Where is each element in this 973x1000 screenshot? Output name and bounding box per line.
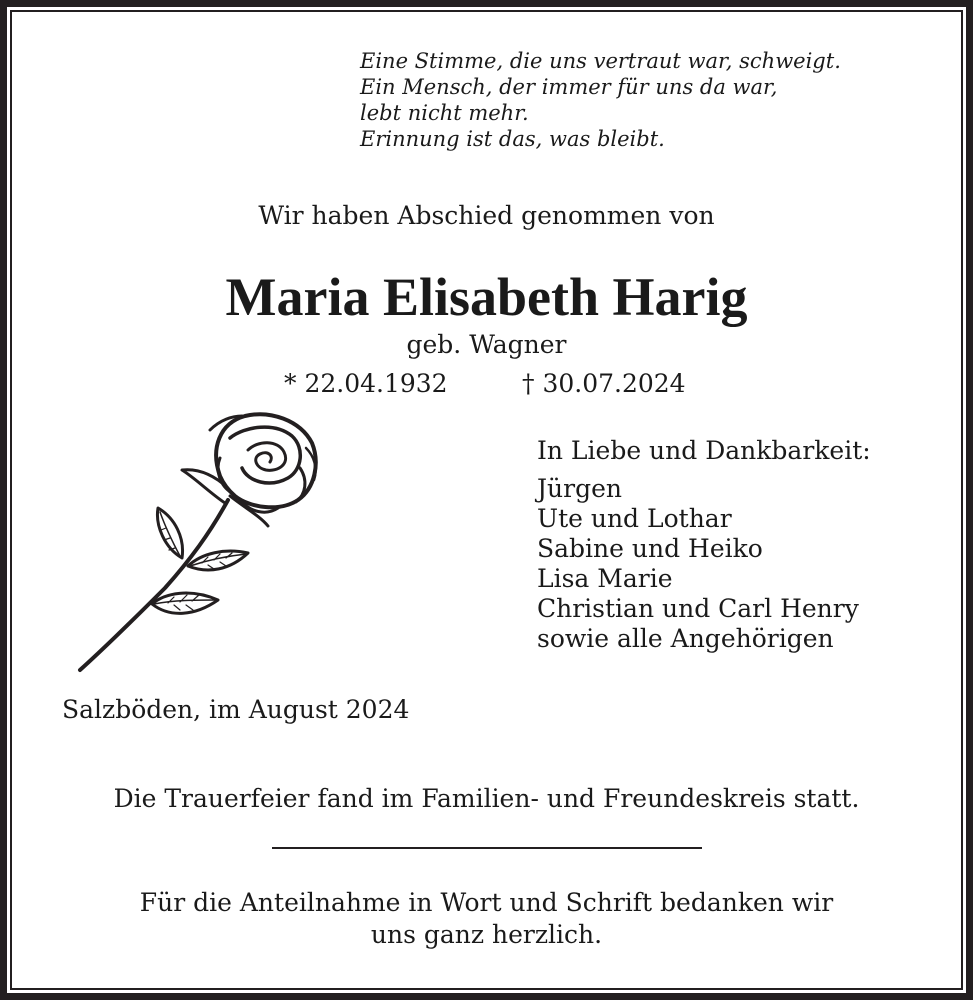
family-member: Christian und Carl Henry — [537, 594, 859, 623]
family-member: Lisa Marie — [537, 564, 673, 593]
thanks-note — [0, 887, 973, 951]
family-member: Sabine und Heiko — [537, 534, 763, 563]
family-member: sowie alle Angehörigen — [537, 624, 834, 653]
rose-icon — [70, 408, 330, 678]
poem — [360, 48, 841, 152]
poem-line: Ein Mensch, der immer für uns da war, — [360, 75, 778, 99]
birth-date: * 22.04.1932 — [284, 369, 448, 398]
family-list — [537, 436, 871, 654]
family-heading: In Liebe und Dankbarkeit: — [537, 436, 871, 465]
intro-text: Wir haben Abschied genommen von — [258, 201, 715, 230]
deceased-name: Maria Elisabeth Harig — [225, 267, 748, 327]
ceremony-note: Die Trauerfeier fand im Familien- und Freundeskreis statt. — [113, 784, 860, 813]
death-date: † 30.07.2024 — [522, 369, 686, 398]
maiden-name: geb. Wagner — [406, 330, 567, 359]
place-and-date: Salzböden, im August 2024 — [62, 695, 410, 724]
poem-line: lebt nicht mehr. — [360, 101, 529, 125]
family-member: Jürgen — [537, 474, 622, 503]
poem-line: Eine Stimme, die uns vertraut war, schweigt. — [360, 49, 841, 73]
family-member: Ute und Lothar — [537, 504, 732, 533]
thanks-line: Für die Anteilnahme in Wort und Schrift bedanken wir — [139, 888, 834, 917]
thanks-line: uns ganz herzlich. — [370, 920, 603, 949]
poem-line: Erinnung ist das, was bleibt. — [360, 127, 665, 151]
divider-line — [272, 847, 702, 849]
